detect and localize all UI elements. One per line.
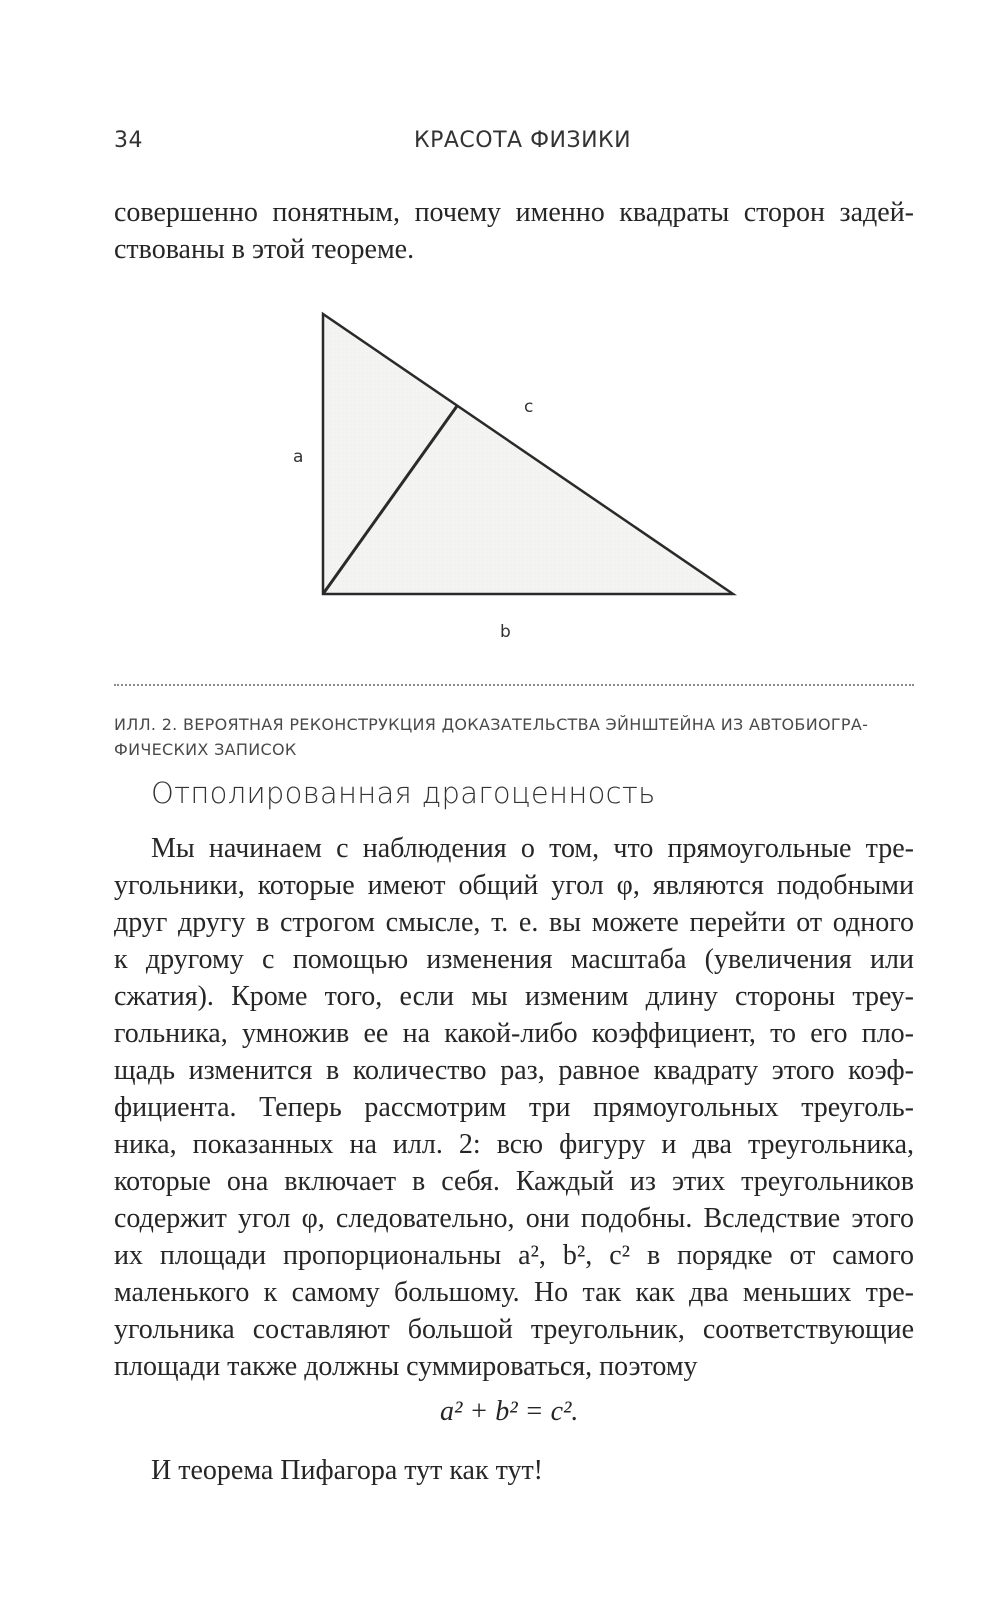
running-head: [114, 128, 886, 168]
body-line: их площади пропорциональны a², b², c² в порядке от самого: [114, 1240, 914, 1271]
lead-line: ствованы в этой теореме.: [114, 234, 415, 265]
body-line: щадь изменится в количество раз, равное квадрату этого коэф-: [114, 1055, 914, 1086]
body-line: к другому с помощью изменения масштаба (увеличения или: [114, 944, 914, 975]
section-title: Отполированная драгоценность: [151, 776, 656, 810]
caption-divider: [114, 684, 914, 686]
caption-line: ИЛЛ. 2. ВЕРОЯТНАЯ РЕКОНСТРУКЦИЯ ДОКАЗАТЕЛЬСТВА ЭЙНШТЕЙНА ИЗ АВТОБИОГРА-: [114, 715, 869, 734]
body-line: сжатия). Кроме того, если мы изменим длину стороны треу-: [114, 981, 914, 1012]
page-number: 34: [114, 128, 143, 153]
lead-paragraph: [114, 194, 914, 268]
body-line: угольники, которые имеют общий угол φ, являются подобными: [114, 870, 914, 901]
side-label-a: a: [293, 447, 304, 467]
body-line: которые она включает в себя. Каждый из этих треугольников: [114, 1166, 914, 1197]
side-label-b: b: [500, 622, 511, 642]
triangle-figure: [270, 300, 790, 660]
lead-line: совершенно понятным, почему именно квадраты сторон задей-: [114, 197, 914, 228]
figure-caption: [114, 712, 914, 762]
body-line: маленького к самому большому. Но так как два меньших тре-: [114, 1277, 914, 1308]
caption-line: ФИЧЕСКИХ ЗАПИСОК: [114, 740, 297, 759]
body-line: друг другу в строгом смысле, т. е. вы можете перейти от одного: [114, 907, 914, 938]
body-line: ника, показанных на илл. 2: всю фигуру и два треугольника,: [114, 1129, 914, 1160]
body-line: Мы начинаем с наблюдения о том, что прямоугольные тре-: [151, 833, 914, 864]
body-line: гольника, умножив ее на какой-либо коэффициент, то его пло-: [114, 1018, 914, 1049]
body-line: фициента. Теперь рассмотрим три прямоугольных треуголь-: [114, 1092, 914, 1123]
side-label-c: c: [524, 397, 534, 417]
body-line: содержит угол φ, следовательно, они подобны. Вследствие этого: [114, 1203, 914, 1234]
closing-line: И теорема Пифагора тут как тут!: [151, 1455, 543, 1486]
body-line: площади также должны суммироваться, поэтому: [114, 1351, 698, 1382]
body-line: угольника составляют большой треугольник, соответствующие: [114, 1314, 914, 1345]
body-paragraph: [114, 830, 914, 1385]
triangle-diagram: [270, 300, 790, 660]
pythagorean-formula: a² + b² = c².: [440, 1396, 579, 1427]
running-title: КРАСОТА ФИЗИКИ: [414, 128, 632, 153]
